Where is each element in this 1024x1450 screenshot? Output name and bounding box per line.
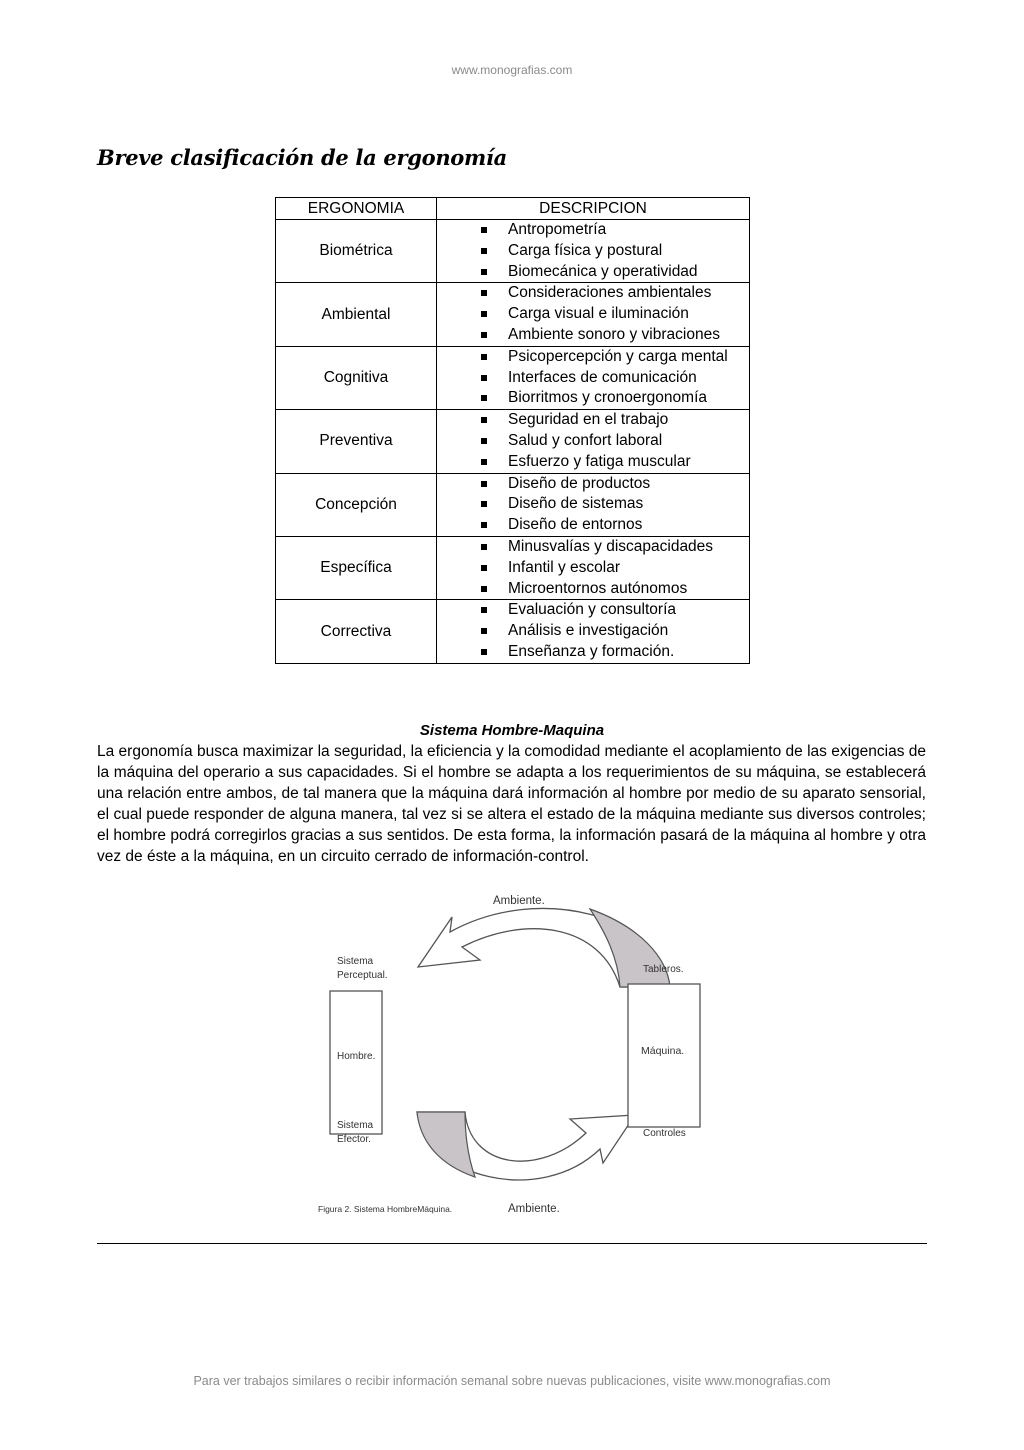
- square-bullet-icon: [481, 438, 487, 444]
- square-bullet-icon: [481, 395, 487, 401]
- list-item: [437, 241, 749, 262]
- list-item-text: Psicopercepción y carga mental: [508, 347, 728, 365]
- descripcion-cell: [437, 536, 750, 599]
- label-maquina: Máquina.: [641, 1045, 685, 1057]
- label-ambiente-bottom: Ambiente.: [508, 1203, 560, 1215]
- figure-diagram: [300, 887, 740, 1222]
- list-item-text: Salud y confort laboral: [508, 431, 663, 449]
- section-title: Sistema Hombre-Maquina: [419, 722, 605, 739]
- list-item: [437, 347, 749, 368]
- list-item-text: Esfuerzo y fatiga muscular: [508, 452, 691, 470]
- descripcion-list: [437, 410, 749, 472]
- descripcion-cell: [437, 346, 750, 409]
- descripcion-list: [437, 537, 749, 599]
- label-sistema-perceptual-1: Sistema: [337, 956, 374, 967]
- column-header-descripcion: DESCRIPCION: [437, 198, 750, 220]
- square-bullet-icon: [481, 375, 487, 381]
- descripcion-cell: [437, 600, 750, 663]
- footer-divider: [97, 1243, 927, 1244]
- square-bullet-icon: [481, 269, 487, 275]
- ergonomia-type: Ambiental: [276, 283, 437, 346]
- square-bullet-icon: [481, 459, 487, 465]
- square-bullet-icon: [481, 481, 487, 487]
- list-item-text: Infantil y escolar: [508, 558, 620, 576]
- table-row: [276, 220, 750, 283]
- square-bullet-icon: [481, 565, 487, 571]
- list-item: [437, 325, 749, 346]
- square-bullet-icon: [481, 649, 487, 655]
- descripcion-cell: [437, 220, 750, 283]
- descripcion-cell: [437, 283, 750, 346]
- square-bullet-icon: [481, 332, 487, 338]
- table-body: [276, 220, 750, 664]
- list-item-text: Microentornos autónomos: [508, 579, 688, 597]
- square-bullet-icon: [481, 311, 487, 317]
- list-item: [437, 600, 749, 621]
- label-hombre: Hombre.: [337, 1051, 376, 1062]
- square-bullet-icon: [481, 417, 487, 423]
- list-item-text: Evaluación y consultoría: [508, 601, 677, 619]
- list-item-text: Carga física y postural: [508, 241, 663, 259]
- list-item-text: Interfaces de comunicación: [508, 368, 697, 386]
- list-item-text: Diseño de entornos: [508, 516, 643, 534]
- ergonomia-type: Cognitiva: [276, 346, 437, 409]
- label-tableros: Tableros.: [643, 964, 684, 975]
- list-item: [437, 579, 749, 600]
- ergonomia-type: Correctiva: [276, 600, 437, 663]
- descripcion-list: [437, 220, 749, 282]
- label-sistema-efector-2: Efector.: [337, 1134, 371, 1145]
- ergonomia-type: Específica: [276, 536, 437, 599]
- table-row: [276, 600, 750, 663]
- list-item-text: Consideraciones ambientales: [508, 284, 712, 302]
- list-item: [437, 558, 749, 579]
- list-item: [437, 642, 749, 663]
- descripcion-list: [437, 347, 749, 409]
- list-item: [437, 515, 749, 536]
- list-item: [437, 410, 749, 431]
- list-item: [437, 537, 749, 558]
- label-sistema-efector-1: Sistema: [337, 1120, 374, 1131]
- list-item: [437, 220, 749, 241]
- ergonomia-type: Biométrica: [276, 220, 437, 283]
- list-item: [437, 304, 749, 325]
- table-row: [276, 283, 750, 346]
- column-header-ergonomia: ERGONOMIA: [276, 198, 437, 220]
- square-bullet-icon: [481, 522, 487, 528]
- list-item: [437, 452, 749, 473]
- list-item-text: Diseño de productos: [508, 474, 651, 492]
- square-bullet-icon: [481, 227, 487, 233]
- list-item-text: Enseñanza y formación.: [508, 642, 675, 660]
- body-paragraph: La ergonomía busca maximizar la seguridad, la eficiencia y la comodidad mediante el acoplamiento de las exigencias de la máquina del operario a sus capacidades. Si el hombre se adapta a los requerimientos de su máquina, se establecerá una relación entre ambos, de tal manera que la máquina dará información al hombre por medio de su aparato sensorial, el cual puede responder de alguna manera, tal vez si se altera el estado de la máquina mediante sus diversos controles; el hombre podrá corregirlos gracias a sus sentidos. De esta forma, la información pasará de la máquina al hombre y otra vez de éste a la máquina, en un circuito cerrado de información-control.: [97, 743, 926, 865]
- ergonomics-table: [275, 197, 750, 664]
- table-header-row: [276, 198, 750, 220]
- hombre-box: [330, 991, 382, 1134]
- square-bullet-icon: [481, 607, 487, 613]
- list-item-text: Análisis e investigación: [508, 622, 669, 640]
- descripcion-list: [437, 474, 749, 536]
- square-bullet-icon: [481, 544, 487, 550]
- square-bullet-icon: [481, 248, 487, 254]
- square-bullet-icon: [481, 354, 487, 360]
- descripcion-cell: [437, 473, 750, 536]
- label-controles: Controles: [643, 1128, 686, 1139]
- list-item: [437, 388, 749, 409]
- list-item-text: Antropometría: [508, 221, 607, 238]
- list-item: [437, 431, 749, 452]
- table-row: [276, 346, 750, 409]
- page-title: Breve clasificación de la ergonomía: [97, 145, 507, 170]
- square-bullet-icon: [481, 290, 487, 296]
- list-item-text: Biorritmos y cronoergonomía: [508, 389, 707, 407]
- table-row: [276, 536, 750, 599]
- square-bullet-icon: [481, 501, 487, 507]
- list-item: [437, 283, 749, 304]
- descripcion-list: [437, 600, 749, 662]
- figure-caption: Figura 2. Sistema HombreMáquina.: [318, 1204, 453, 1214]
- table-row: [276, 473, 750, 536]
- list-item-text: Minusvalías y discapacidades: [508, 537, 714, 555]
- list-item: [437, 494, 749, 515]
- list-item: [437, 474, 749, 495]
- figure-sistema-hombre-maquina: [300, 887, 740, 1222]
- descripcion-cell: [437, 410, 750, 473]
- list-item: [437, 621, 749, 642]
- list-item-text: Diseño de sistemas: [508, 495, 644, 513]
- footer-text: Para ver trabajos similares o recibir información semanal sobre nuevas publicaciones, visite www.monografias.com: [193, 1374, 831, 1388]
- ergonomia-type: Concepción: [276, 473, 437, 536]
- list-item-text: Biomecánica y operatividad: [508, 262, 698, 280]
- list-item-text: Carga visual e iluminación: [508, 305, 689, 323]
- square-bullet-icon: [481, 586, 487, 592]
- list-item-text: Ambiente sonoro y vibraciones: [508, 325, 720, 343]
- list-item: [437, 262, 749, 283]
- label-ambiente-top: Ambiente.: [493, 895, 545, 907]
- table-row: [276, 410, 750, 473]
- list-item: [437, 368, 749, 389]
- square-bullet-icon: [481, 628, 487, 634]
- list-item-text: Seguridad en el trabajo: [508, 411, 669, 429]
- ergonomia-type: Preventiva: [276, 410, 437, 473]
- header-url: www.monografias.com: [451, 63, 573, 77]
- label-sistema-perceptual-2: Perceptual.: [337, 970, 388, 981]
- descripcion-list: [437, 283, 749, 345]
